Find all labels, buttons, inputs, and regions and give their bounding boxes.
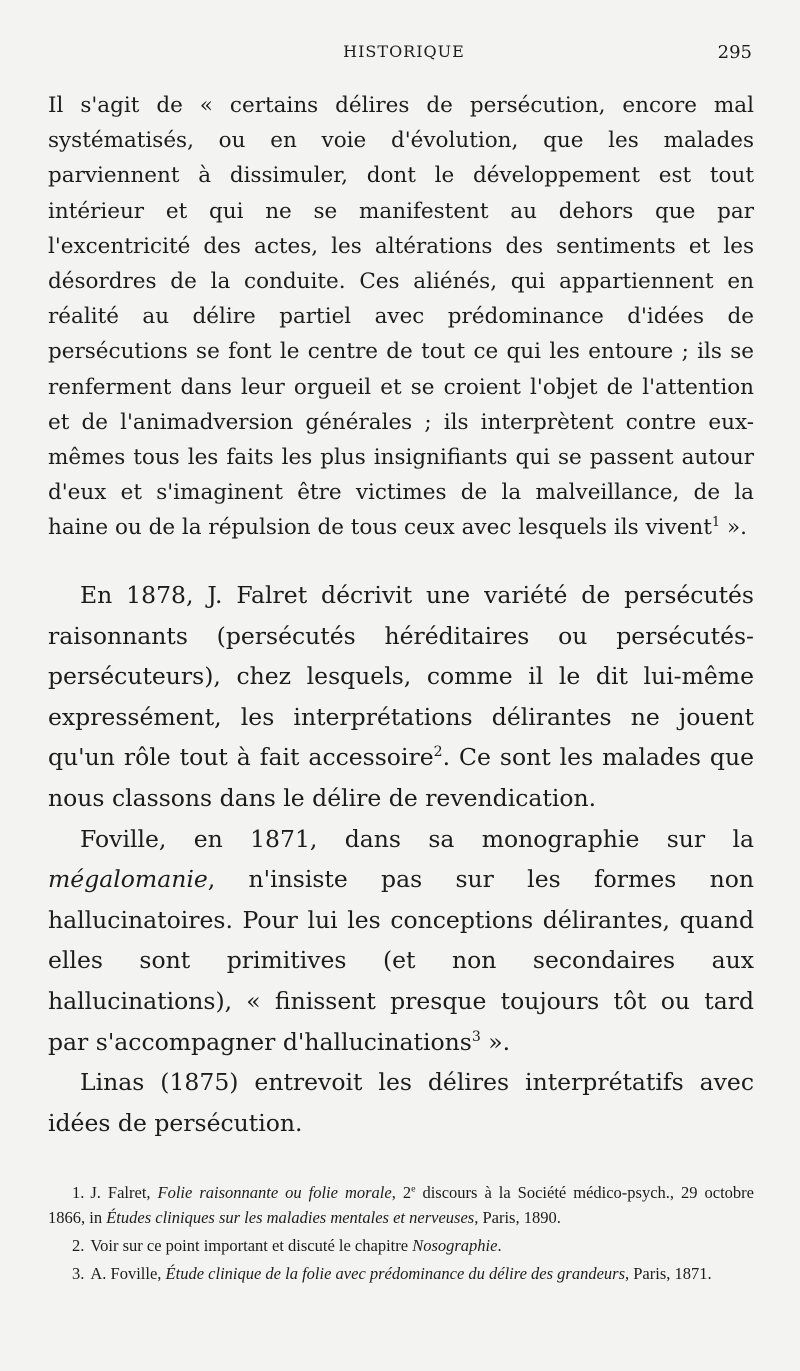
footnotes	[48, 1180, 754, 1289]
quoted-passage	[48, 88, 754, 546]
footnote-title: Folie raisonnante ou folie morale	[157, 1183, 392, 1202]
paragraph-text: ».	[480, 1027, 511, 1056]
footnote-number: 1.	[72, 1183, 85, 1202]
footnote-ref-3: 3	[471, 1028, 481, 1045]
footnote-ref-2: 2	[433, 744, 443, 761]
footnote-text: , Paris, 1871.	[625, 1264, 712, 1283]
footnote-text: J. Falret,	[90, 1183, 158, 1202]
paragraph-text: En 1878, J. Falret décrivit une variété de persécutés raisonnants (persécutés héréditaires ou persécutés-persécuteurs), chez lesquels, comme il le dit lui-même expressément, les interprétations délirantes ne jouent qu'un rôle tout à fait accessoire	[48, 581, 754, 772]
footnote-title: Étude clinique de la folie avec prédominance du délire des grandeurs	[165, 1264, 625, 1283]
paragraph-falret	[48, 575, 754, 819]
footnote-text: A. Foville,	[90, 1264, 166, 1283]
paragraph-text: Foville, en 1871, dans sa monographie sur la	[80, 824, 754, 853]
footnote-ref-1: 1	[711, 515, 721, 531]
footnote-title: Nosographie	[412, 1236, 498, 1255]
footnote-text: , 2	[391, 1183, 412, 1202]
footnote-title: Études cliniques sur les maladies mentales et nerveuses	[106, 1208, 475, 1227]
footnote-3	[48, 1261, 754, 1286]
ordinal-suffix: e	[411, 1183, 416, 1195]
footnote-text: discours à la Société médico-psych., 29 octobre 1866, in	[48, 1183, 754, 1227]
paragraph-text: . Ce sont les malades que nous classons dans le délire de revendication.	[48, 743, 754, 812]
footnote-1	[48, 1180, 754, 1230]
quote-closing: ».	[720, 515, 747, 541]
paragraph-text: , n'insiste pas sur les formes non hallucinatoires. Pour lui les conceptions délirantes, quand elles sont primitives (et non secondaires aux hallucinations), « finissent presque toujours tôt ou tard par s'accompagner d'hallucinations	[48, 865, 754, 1056]
footnote-text: .	[497, 1236, 502, 1255]
paragraph-text: Linas (1875) entrevoit les délires interprétatifs avec idées de persécution.	[48, 1068, 754, 1137]
footnote-number: 2.	[72, 1236, 85, 1255]
main-text	[48, 575, 754, 1143]
quote-text: Il s'agit de « certains délires de persécution, encore mal systématisés, ou en voie d'évolution, que les malades parviennent à dissimuler, dont le développement est tout intérieur et qui ne se manifestent au dehors que par l'excentricité des actes, les altérations des sentiments et les désordres de la conduite. Ces aliénés, qui appartiennent en réalité au délire partiel avec prédominance d'idées de persécutions se font le centre de tout ce qui les entoure ; ils se renferment dans leur orgueil et se croient l'objet de l'attention et de l'animadversion générales ; ils interprètent contre eux-mêmes tous les faits les plus insignifiants qui se passent autour d'eux et s'imaginent être victimes de la malveillance, de la haine ou de la répulsion de tous ceux avec lesquels ils vivent	[48, 93, 754, 541]
footnote-text: , Paris, 1890.	[474, 1208, 561, 1227]
italic-term: mégalomanie	[48, 865, 208, 894]
footnote-text: Voir sur ce point important et discuté le chapitre	[90, 1236, 413, 1255]
page-number: 295	[717, 42, 752, 63]
running-header	[48, 42, 760, 66]
paragraph-foville	[48, 819, 754, 1063]
running-title: HISTORIQUE	[343, 42, 465, 61]
footnote-2	[48, 1233, 754, 1258]
paragraph-linas	[48, 1062, 754, 1143]
footnote-number: 3.	[72, 1264, 85, 1283]
